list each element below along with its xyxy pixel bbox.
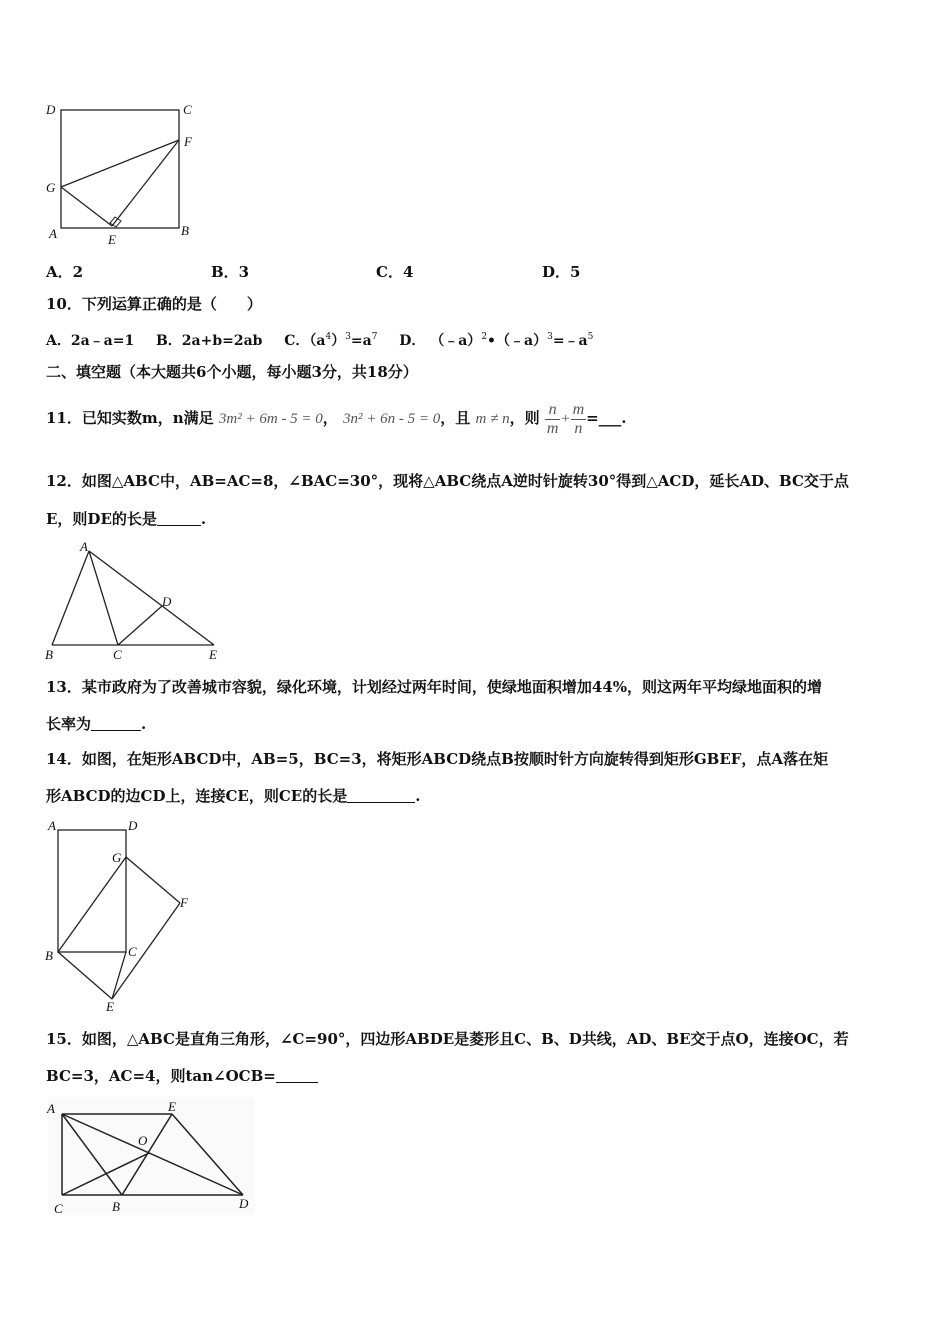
q12-segment-ac — [89, 551, 118, 645]
q14-label-b: B — [45, 948, 53, 963]
q14-label-g: G — [112, 850, 122, 865]
q9-figure-svg — [40, 98, 210, 248]
q14-label-f: F — [180, 895, 188, 910]
q9-option-b[interactable]: B．3 — [211, 263, 250, 281]
q15-line-1: 15．如图，△ABC是直角三角形，∠C=90°，四边形ABDE是菱形且C、B、D共线，AD、BE交于点O，连接OC，若 — [46, 1030, 849, 1048]
q14-line-2-end: . — [415, 787, 421, 805]
q11-condition: m ≠ n — [475, 411, 510, 427]
q13-answer-blank[interactable] — [91, 715, 141, 731]
q9-square — [61, 110, 179, 228]
q10-option-c[interactable] — [284, 333, 377, 349]
q13-line-2 — [46, 714, 146, 734]
q14-label-a: A — [48, 818, 56, 833]
q14-segment-be — [58, 952, 112, 999]
q12-answer-blank[interactable] — [157, 510, 201, 526]
q12-segment-cd — [118, 606, 162, 645]
q14-segment-bg — [58, 857, 126, 952]
q14-figure — [40, 815, 200, 1015]
q9-option-c[interactable]: C．4 — [376, 263, 414, 281]
q15-label-c: C — [54, 1201, 63, 1216]
q9-label-a: A — [49, 226, 57, 241]
q14-label-e: E — [106, 999, 114, 1014]
q10-option-c-open: （a — [309, 333, 326, 349]
q12-figure — [40, 540, 230, 665]
q10-stem: 10．下列运算正确的是（ ） — [46, 295, 262, 313]
q13-line-1: 13．某市政府为了改善城市容貌，绿化环境，计划经过两年时间，使绿地面积增加44%，则这两年平均绿地面积的增 — [46, 678, 823, 696]
q10-options — [46, 327, 593, 351]
q15-label-b: B — [112, 1199, 120, 1214]
q11 — [46, 398, 626, 438]
q11-fraction-m-over-n — [571, 401, 587, 438]
q10-option-a[interactable]: A．2a﹣a=1 — [46, 333, 135, 349]
q15-figure — [40, 1095, 260, 1220]
q11-answer-blank[interactable]: =___. — [586, 409, 627, 427]
q11-then-text: ，则 — [509, 409, 540, 427]
q11-fraction-n-over-m — [545, 401, 561, 438]
q9-option-d[interactable]: D．5 — [542, 263, 581, 281]
q12-figure-svg — [40, 540, 230, 665]
q11-mid-text: ，且 — [440, 409, 471, 427]
q9-figure — [40, 98, 210, 248]
q14-line-1: 14．如图，在矩形ABCD中，AB=5，BC=3，将矩形ABCD绕点B按顺时针方向旋转得到矩形GBEF，点A落在矩 — [46, 750, 829, 768]
q11-prefix: 11．已知实数m，n满足 — [46, 409, 214, 427]
q12-line-2-end: . — [200, 510, 207, 528]
q14-answer-blank[interactable] — [347, 787, 415, 803]
q15-line-2 — [46, 1066, 318, 1086]
q15-answer-blank[interactable] — [276, 1067, 318, 1083]
q11-frac1-numerator: n — [545, 401, 561, 420]
q14-segment-fe — [112, 903, 180, 999]
q10-option-b[interactable]: B．2a+b=2ab — [155, 333, 263, 349]
q11-frac2-numerator: m — [572, 400, 585, 418]
q11-frac1-denominator: m — [546, 419, 559, 437]
q10-option-c-label: C． — [284, 333, 310, 349]
q9-label-b: B — [181, 223, 189, 238]
q13-line-2-end: . — [141, 715, 147, 733]
q12-line-1: 12．如图△ABC中，AB=AC=8，∠BAC=30°，现将△ABC绕点A逆时针旋转30°得到△ACD，延长AD、BC交于点 — [46, 472, 849, 490]
q10-option-d-label: D． — [399, 333, 426, 349]
q10-option-c-exp3: 7 — [371, 332, 378, 342]
q14-figure-svg — [40, 815, 200, 1015]
q10-option-d-result: =﹣a — [552, 333, 588, 349]
q9-label-e: E — [108, 232, 116, 247]
q10-option-d-part2: •（﹣a） — [487, 333, 548, 349]
q12-label-a: A — [80, 539, 88, 554]
q9-label-c: C — [183, 102, 192, 117]
q10-option-c-exp1: 4 — [325, 332, 332, 342]
q15-line-2-text: BC=3，AC=4，则tan∠OCB= — [46, 1067, 276, 1085]
q9-label-d: D — [46, 102, 56, 117]
q9-segment-ge — [61, 187, 112, 226]
q11-equation-1: 3m² + 6m - 5 = 0 — [218, 411, 323, 427]
q15-label-e: E — [168, 1099, 176, 1114]
q15-label-o: O — [138, 1133, 148, 1148]
q11-comma: ， — [322, 409, 338, 427]
q12-label-d: D — [162, 594, 172, 609]
q15-label-d: D — [239, 1196, 249, 1211]
q11-equation-2: 3n² + 6n - 5 = 0 — [343, 411, 441, 427]
q15-label-a: A — [47, 1101, 55, 1116]
q10-option-c-exp2: 3 — [345, 332, 351, 342]
q12-line-2-text: E，则DE的长是 — [46, 510, 157, 528]
q14-line-2-text: 形ABCD的边CD上，连接CE，则CE的长是 — [46, 787, 348, 805]
q10-option-d-exp2: 3 — [547, 332, 553, 342]
q15-figure-svg — [40, 1095, 260, 1220]
q10-option-c-result: =a — [350, 333, 372, 349]
q11-plus: + — [560, 411, 571, 427]
q12-segment-ba — [52, 551, 89, 645]
q14-label-c: C — [128, 944, 137, 959]
section-2-title: 二、填空题（本大题共6个小题，每小题3分，共18分） — [46, 363, 418, 381]
q10-option-d-part1: （﹣a） — [430, 333, 482, 349]
q14-rectangle-abcd — [58, 830, 126, 952]
q10-option-d-exp1: 2 — [481, 332, 488, 342]
q10-option-d[interactable] — [399, 333, 593, 349]
q12-label-e: E — [209, 647, 217, 662]
q13-line-2-text: 长率为 — [46, 715, 92, 733]
q14-label-d: D — [128, 818, 138, 833]
q12-segment-ae — [89, 551, 214, 645]
q9-option-a[interactable]: A．2 — [46, 263, 84, 281]
q10-option-c-close: ） — [331, 333, 346, 349]
q12-line-2 — [46, 509, 206, 529]
q14-segment-ce — [112, 952, 126, 999]
q11-frac2-denominator: n — [574, 419, 583, 437]
q9-label-f: F — [184, 134, 192, 149]
q9-label-g: G — [46, 180, 56, 195]
q10-option-d-exp3: 5 — [587, 332, 594, 342]
q12-label-b: B — [45, 647, 53, 662]
q12-label-c: C — [113, 647, 122, 662]
q14-line-2 — [46, 786, 420, 806]
q14-segment-gf — [126, 857, 180, 903]
